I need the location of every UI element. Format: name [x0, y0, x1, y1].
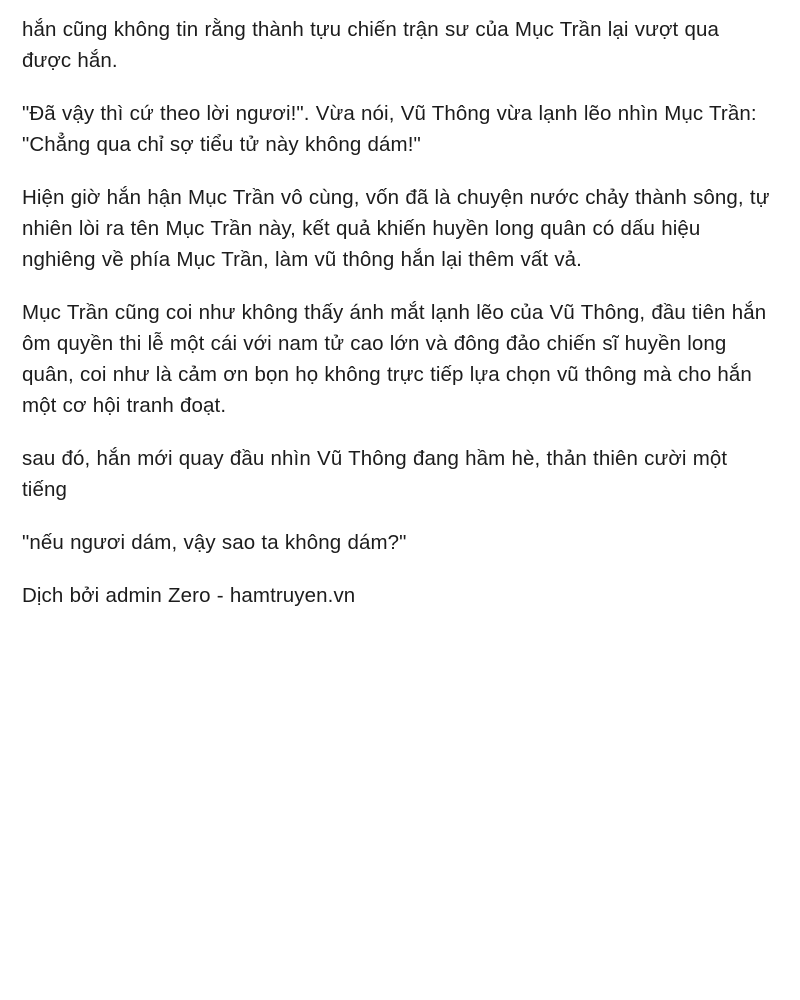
- paragraph: "Đã vậy thì cứ theo lời ngươi!". Vừa nói, Vũ Thông vừa lạnh lẽo nhìn Mục Trần: "Chẳng qua chỉ sợ tiểu tử này không dám!": [22, 102, 757, 156]
- paragraph: Mục Trần cũng coi như không thấy ánh mắt lạnh lẽo của Vũ Thông, đầu tiên hắn ôm quyền thi lễ một cái với nam tử cao lớn và đông đảo chiến sĩ huyền long quân, coi như là cảm ơn bọn họ không trực tiếp lựa chọn vũ thông mà cho hắn một cơ hội tranh đoạt.: [22, 301, 767, 417]
- paragraph: Hiện giờ hắn hận Mục Trần vô cùng, vốn đã là chuyện nước chảy thành sông, tự nhiên lòi ra tên Mục Trần này, kết quả khiến huyền long quân có dấu hiệu nghiêng về phía Mục Trần, làm vũ thông hắn lại thêm vất vả.: [22, 186, 770, 271]
- translator-credit: Dịch bởi admin Zero - hamtruyen.vn: [22, 584, 356, 607]
- chapter-text-body: [22, 14, 774, 611]
- paragraph: sau đó, hắn mới quay đầu nhìn Vũ Thông đang hầm hè, thản thiên cười một tiếng: [22, 447, 728, 501]
- paragraph: hắn cũng không tin rằng thành tựu chiến trận sư của Mục Trần lại vượt qua được hắn.: [22, 18, 719, 72]
- paragraph: "nếu ngươi dám, vậy sao ta không dám?": [22, 531, 407, 554]
